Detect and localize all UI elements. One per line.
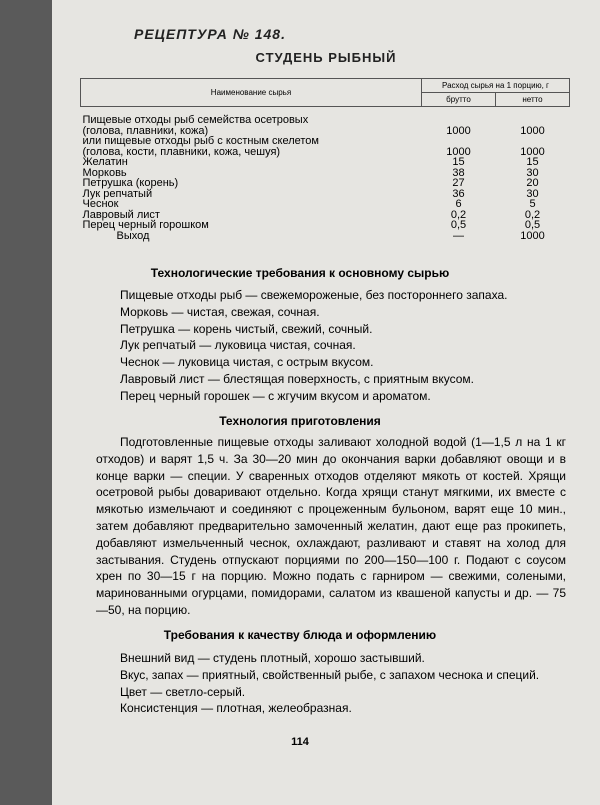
technology-text (96, 434, 566, 619)
ingredient-name: Желатин (82, 156, 128, 168)
requirement-line: Петрушка — корень чистый, свежий, сочный. (120, 321, 373, 336)
col-gross-header: брутто (422, 93, 496, 107)
net-value: 30 (526, 187, 539, 200)
net-value: 1000 (520, 229, 545, 242)
gross-value: 6 (455, 198, 462, 210)
ingredient-name: Выход (116, 229, 150, 242)
table-row (81, 136, 570, 147)
net-value (496, 115, 570, 126)
gross-value: 0,2 (450, 208, 467, 221)
section-heading-raw-materials: Технологические требования к основному сырью (150, 266, 450, 280)
table-row (81, 178, 570, 189)
gross-value: 0,5 (450, 219, 467, 231)
ingredient-name: Петрушка (корень) (82, 177, 179, 189)
requirement-line: Чеснок — луковица чистая, с острым вкусом. (120, 355, 374, 370)
ingredient-name: Чеснок (82, 198, 119, 210)
quality-line: Вкус, запах — приятный, свойственный рыбе, с запахом чеснока и специй. (120, 667, 540, 682)
requirement-line: Лук репчатый — луковица чистая, сочная. (120, 338, 356, 353)
technology-paragraph: Подготовленные пищевые отходы заливают холодной водой (1—1,5 л на 1 кг отходов) и варят 1,5 ч. За 30—20 мин до окончания варки добавляют овощи и в конце варки — специи. У сваренных отходов отделяют мякоть от костей. Хрящи осетровой рыбы доваривают отдельно. Когда хрящи станут мягкими, их вместе с мякотью измельчают и соединяют с процеженным бульоном, варят еще 10 мин., затем добавляют предварительно замоченный желатин, дают еще раз прокипеть, добавляют измельченный чеснок, охлаждают, разливают и ставят на холод для застывания. Студень отпускают порциями по 200—150—100 г. Подают с соусом хрен по 30—15 г на порцию. Можно подать с гарниром — свежими, солеными, маринованными огурцами, помидорами, салатом из квашеной капусты и др. — 75—50, на порцию. (96, 435, 566, 617)
page-number: 114 (291, 736, 309, 748)
net-value: 1000 (520, 145, 545, 158)
requirement-line: Перец черный горошек — с жгучим вкусом и ароматом. (120, 388, 431, 403)
gross-value: 1000 (446, 124, 471, 137)
ingredient-name: Лук репчатый (82, 187, 153, 200)
quality-requirements (96, 650, 566, 717)
quality-line: Консистенция — плотная, желеобразная. (120, 701, 352, 716)
net-value: 1000 (520, 124, 545, 137)
dish-title: СТУДЕНЬ РЫБНЫЙ (255, 50, 397, 65)
gross-value: 27 (452, 177, 465, 189)
gross-value: 1000 (446, 145, 471, 158)
requirement-line: Лавровый лист — блестящая поверхность, с приятным вкусом. (120, 371, 474, 386)
raw-materials-requirements (96, 287, 566, 405)
net-value: 5 (529, 198, 536, 210)
ingredient-name: Морковь (82, 166, 127, 179)
table-row (81, 189, 570, 200)
gross-value: 38 (452, 166, 465, 179)
ingredient-name: Пищевые отходы рыб семейства осетровых (82, 114, 309, 126)
net-value: 0,5 (524, 219, 541, 231)
net-value: 30 (526, 166, 539, 179)
quality-line: Цвет — светло-серый. (120, 684, 246, 699)
section-heading-quality: Требования к качеству блюда и оформлению (163, 628, 437, 642)
table-row (81, 157, 570, 168)
section-heading-technology: Технология приготовления (219, 414, 381, 428)
gross-value: 15 (452, 156, 465, 168)
gross-value: — (453, 229, 464, 242)
net-value: 15 (526, 156, 539, 168)
ingredient-name: (голова, плавники, кожа) (82, 124, 209, 137)
ingredient-name: или пищевые отходы рыб с костным скелетом (82, 135, 319, 147)
col-net-header: нетто (496, 93, 570, 107)
col-name-header: Наименование сырья (81, 79, 422, 107)
table-row (81, 115, 570, 126)
net-value: 0,2 (524, 208, 541, 221)
ingredient-name: Перец черный горошком (82, 219, 209, 231)
ingredients-table (80, 78, 570, 241)
gross-value: 36 (452, 187, 465, 200)
gross-value (422, 136, 496, 147)
table-row (81, 199, 570, 210)
recipe-number: РЕЦЕПТУРА № 148. (134, 26, 286, 42)
ingredient-name: Лавровый лист (82, 208, 160, 221)
table-row (81, 231, 570, 242)
quality-line: Внешний вид — студень плотный, хорошо застывший. (120, 651, 425, 665)
table-row (81, 220, 570, 231)
net-value (496, 136, 570, 147)
table-row (81, 147, 570, 158)
col-group-header: Расход сырья на 1 порцию, г (422, 79, 570, 93)
ingredient-name: (голова, кости, плавники, кожа, чешуя) (82, 145, 281, 158)
requirement-line: Морковь — чистая, свежая, сочная. (120, 304, 320, 319)
gross-value (422, 115, 496, 126)
net-value: 20 (526, 177, 539, 189)
requirement-line: Пищевые отходы рыб — свежемороженые, без постороннего запаха. (120, 288, 508, 302)
